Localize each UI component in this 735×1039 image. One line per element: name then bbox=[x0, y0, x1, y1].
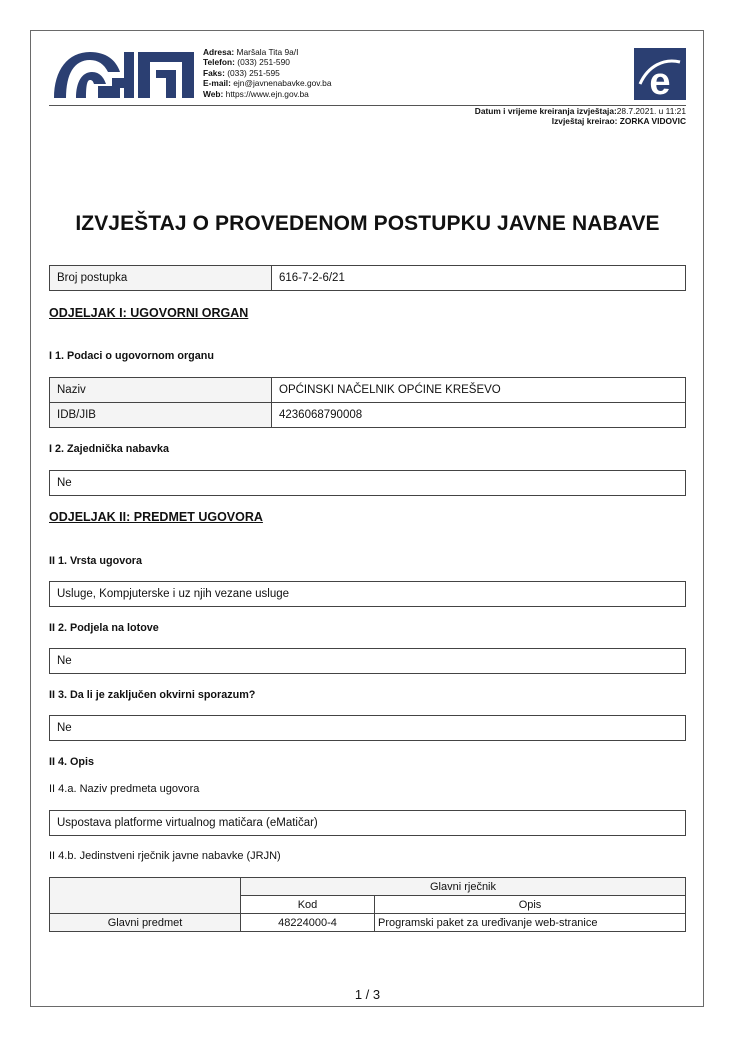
ii2-value: Ne bbox=[49, 648, 686, 674]
jrjn-row-label: Glavni predmet bbox=[50, 914, 241, 932]
created-value: 28.7.2021. u 11:21 bbox=[616, 106, 686, 116]
svg-text:e: e bbox=[649, 61, 671, 100]
address-value: Maršala Tita 9a/I bbox=[236, 47, 299, 57]
jrjn-col-code: Kod bbox=[241, 896, 375, 914]
i2-title: I 2. Zajednička nabavka bbox=[49, 443, 170, 455]
web-label: Web: bbox=[203, 88, 224, 99]
ii3-value: Ne bbox=[49, 715, 686, 741]
page-title: IZVJEŠTAJ O PROVEDENOM POSTUPKU JAVNE NABAVE bbox=[75, 212, 660, 235]
procedure-label: Broj postupka bbox=[50, 266, 272, 290]
authority-id-value: 4236068790008 bbox=[279, 409, 363, 421]
ii4b-title: II 4.b. Jedinstveni rječnik javne nabavke (JRJN) bbox=[49, 850, 281, 862]
jrjn-row-code: 48224000-4 bbox=[241, 914, 375, 932]
jrjn-corner bbox=[50, 878, 241, 914]
author-label: Izvještaj kreirao: bbox=[551, 116, 618, 127]
section-1-heading: ODJELJAK I: UGOVORNI ORGAN bbox=[49, 306, 249, 320]
i2-value: Ne bbox=[49, 470, 686, 496]
ii4a-value: Uspostava platforme virtualnog matičara (eMatičar) bbox=[49, 810, 686, 836]
report-meta bbox=[475, 106, 686, 127]
ii4a-title: II 4.a. Naziv predmeta ugovora bbox=[49, 783, 200, 795]
ii4-title: II 4. Opis bbox=[49, 756, 95, 768]
email-label: E-mail: bbox=[203, 78, 231, 89]
authority-name-label: Naziv bbox=[50, 378, 272, 402]
ii2-title: II 2. Podjela na lotove bbox=[49, 622, 159, 634]
procedure-row bbox=[49, 265, 686, 291]
page-number: 1 / 3 bbox=[354, 987, 381, 1002]
jrjn-group-header: Glavni rječnik bbox=[241, 878, 686, 896]
procedure-value: 616-7-2-6/21 bbox=[279, 272, 345, 284]
table-row bbox=[50, 914, 686, 932]
phone-value: (033) 251-590 bbox=[237, 57, 290, 68]
jrjn-table bbox=[49, 877, 686, 932]
fax-value: (033) 251-595 bbox=[227, 67, 280, 78]
email-value: ejn@javnenabavke.gov.ba bbox=[233, 78, 332, 89]
created-label: Datum i vrijeme kreiranja izvještaja: bbox=[474, 106, 617, 116]
address-label: Adresa: bbox=[203, 47, 235, 57]
jrjn-row-desc: Programski paket za uređivanje web-stranice bbox=[375, 914, 686, 932]
author-value: ZORKA VIDOVIC bbox=[619, 116, 686, 127]
authority-id-label: IDB/JIB bbox=[50, 403, 272, 427]
jrjn-col-desc: Opis bbox=[375, 896, 686, 914]
authority-id-row bbox=[49, 402, 686, 428]
web-value: https://www.ejn.gov.ba bbox=[225, 88, 309, 99]
ii1-value: Usluge, Kompjuterske i uz njih vezane usluge bbox=[49, 581, 686, 607]
contact-block bbox=[203, 47, 331, 99]
section-2-heading: ODJELJAK II: PREDMET UGOVORA bbox=[49, 510, 263, 524]
ejn-logo-icon bbox=[54, 48, 194, 100]
phone-label: Telefon: bbox=[203, 57, 235, 68]
authority-name-value: OPĆINSKI NAČELNIK OPĆINE KREŠEVO bbox=[279, 384, 501, 396]
fax-label: Faks: bbox=[203, 67, 225, 78]
e-emblem-icon bbox=[634, 48, 686, 100]
authority-name-row bbox=[49, 377, 686, 403]
ii1-title: II 1. Vrsta ugovora bbox=[49, 555, 143, 567]
ii3-title: II 3. Da li je zaključen okvirni sporazum? bbox=[49, 689, 256, 701]
i1-title: I 1. Podaci o ugovornom organu bbox=[49, 350, 214, 362]
